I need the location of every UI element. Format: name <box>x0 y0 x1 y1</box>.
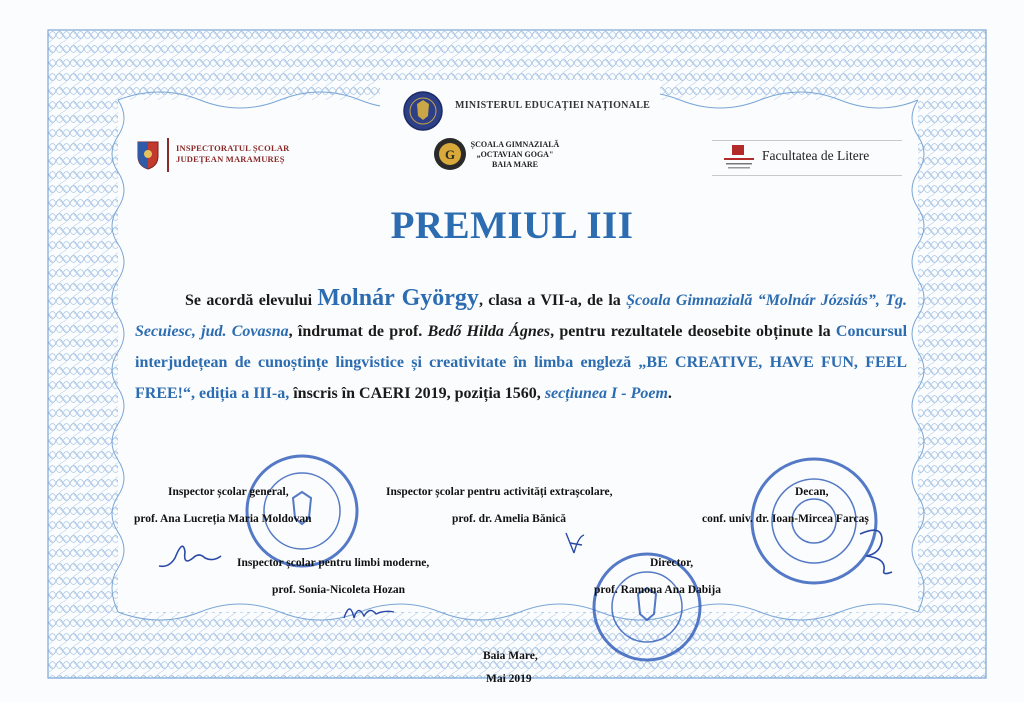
statement-end: . <box>667 385 672 402</box>
statement-caeri: înscris în CAERI 2019, poziția 1560, <box>289 385 545 402</box>
footer-place: Baia Mare, <box>483 650 538 662</box>
award-title: PREMIUL III <box>390 204 634 247</box>
school-header-line-1: ȘCOALA GIMNAZIALĂ <box>470 140 560 149</box>
statement-teacher-intro: , îndrumat de prof. <box>288 323 428 340</box>
inspectorat-coat-of-arms-icon <box>136 140 160 170</box>
inspectorat-line-1: INSPECTORATUL ȘCOLAR <box>176 143 290 153</box>
student-school-label: Școala Gimnazială <box>626 292 753 309</box>
statement-intro: Se acordă elevului <box>185 292 318 309</box>
school-header-line-2: „OCTAVIAN GOGA" <box>476 150 554 159</box>
insp-lang-title: Inspector școlar pentru limbi moderne, <box>237 557 430 569</box>
insp-general-name: prof. Ana Lucreția Maria Moldovan <box>134 513 312 525</box>
insp-general-signature <box>155 528 225 573</box>
footer-date: Mai 2019 <box>486 673 532 685</box>
director-title: Director, <box>650 557 694 569</box>
inspectorat-stamp-icon <box>243 452 361 570</box>
student-school-name: “Molnár Józsiás”, Tg. Secuiesc, jud. Covasna <box>135 292 908 340</box>
dean-title: Decan, <box>795 486 829 498</box>
school-logo-icon <box>433 137 467 171</box>
ministry-name: MINISTERUL EDUCAȚIEI NAȚIONALE <box>455 100 651 111</box>
inspectorat-name <box>176 143 290 165</box>
statement-results: , pentru rezultatele deosebite obținute la <box>550 323 836 340</box>
award-statement <box>135 283 907 409</box>
faculty-name: Facultatea de Litere <box>762 148 870 163</box>
statement-class: , clasa a VII-a, de la <box>478 292 627 309</box>
dean-signature <box>852 520 902 580</box>
inspectorat-line-2: JUDEȚEAN MARAMUREȘ <box>176 154 285 164</box>
ministry-seal-icon <box>402 90 444 132</box>
teacher-name: Bedő Hilda Ágnes <box>427 323 551 340</box>
insp-lang-signature <box>340 596 400 628</box>
svg-text:G: G <box>444 147 456 162</box>
contest-name: Concursul interjudețean de cunoștințe lingvistice și creativitate în limba engleză „BE CREATIVE, HAVE FUN, FEEL FREE!“, ediția a III-a, <box>135 323 908 402</box>
dean-name: conf. univ. dr. Ioan-Mircea Farcaș <box>702 513 869 525</box>
school-header-name <box>470 140 560 170</box>
school-header-line-3: BAIA MARE <box>491 160 538 169</box>
contest-section: secțiunea I - Poem <box>544 385 668 402</box>
insp-extra-title: Inspector școlar pentru activități extrașcolare, <box>386 486 613 498</box>
insp-extra-signature <box>560 525 590 560</box>
university-emblem-icon <box>722 143 756 171</box>
student-name: Molnár György <box>317 285 479 311</box>
director-name: prof. Ramona Ana Dabija <box>594 584 721 596</box>
inspectorat-divider <box>167 138 169 172</box>
insp-extra-name: prof. dr. Amelia Bănică <box>452 513 567 525</box>
insp-general-title: Inspector școlar general, <box>168 486 289 498</box>
insp-lang-name: prof. Sonia-Nicoleta Hozan <box>272 584 405 596</box>
